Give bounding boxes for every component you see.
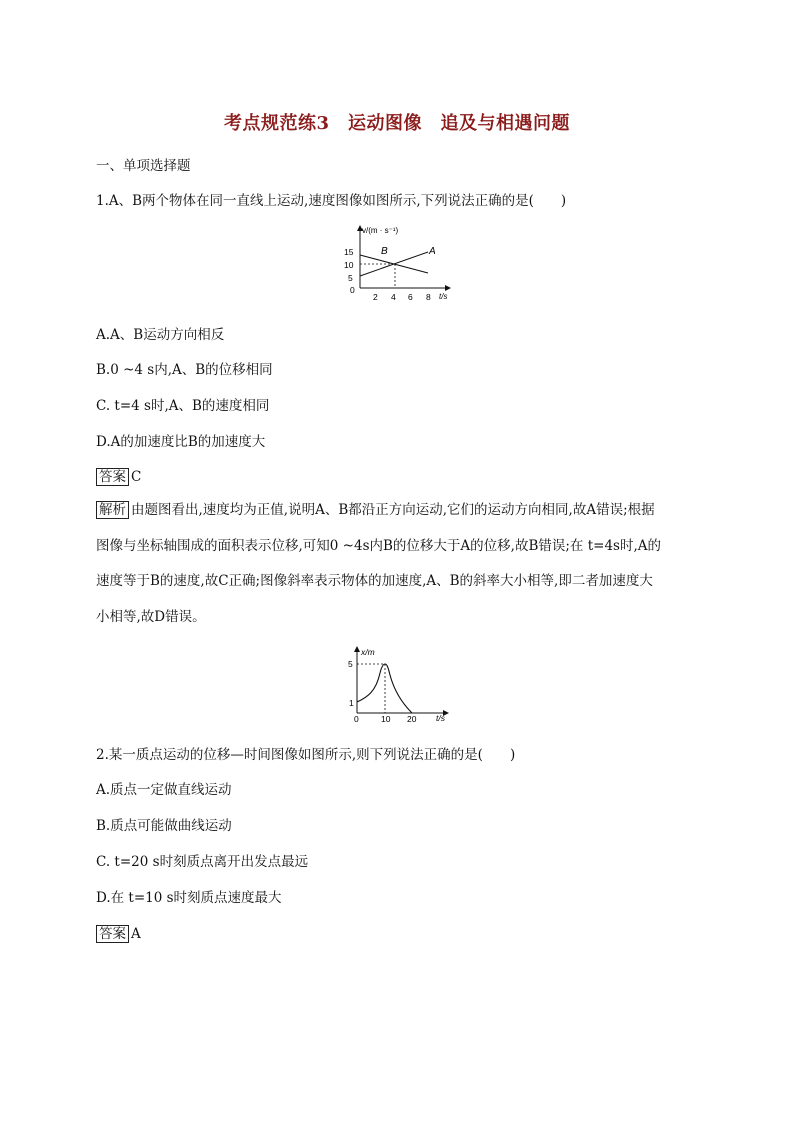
x-tick-label: 4: [391, 292, 396, 302]
x-tick-label: 2: [373, 292, 378, 302]
line-a-label: A: [429, 246, 436, 257]
question-1-option-d: D.A的加速度比B的加速度大: [96, 434, 266, 450]
x-tick-label: 20: [407, 714, 417, 724]
x-tick-label: 6: [408, 292, 413, 302]
question-2-option-c: C. t=20 s时刻质点离开出发点最远: [96, 854, 309, 870]
question-1-option-c: C. t=4 s时,A、B的速度相同: [96, 398, 270, 414]
x-tick-label: 8: [426, 292, 431, 302]
x-axis-label: t/s: [439, 292, 448, 301]
y-tick-label: 5: [348, 273, 353, 283]
y-tick-label: 15: [344, 247, 354, 257]
answer-value: C: [131, 469, 142, 485]
question-2-stem: 2.某一质点运动的位移—时间图像如图所示,则下列说法正确的是( ): [96, 747, 516, 763]
analysis-label-box: 解析: [96, 501, 129, 519]
y-tick-label: 5: [348, 659, 353, 669]
question-1-answer: [96, 465, 141, 485]
x-tick-label: 10: [381, 714, 391, 724]
x-tick-label: 0: [354, 714, 359, 724]
page-title: 考点规范练3 运动图像 追及与相遇问题: [223, 113, 571, 134]
y-tick-label: 0: [350, 285, 355, 295]
analysis-line: 小相等,故D错误。: [96, 608, 206, 625]
analysis-line: 图像与坐标轴围成的面积表示位移,可知0 ~4s内B的位移大于A的位移,故B错误;在 t=4s时,A的: [96, 537, 662, 554]
question-2-option-b: B.质点可能做曲线运动: [96, 818, 232, 834]
y-tick-label: 1: [349, 698, 354, 708]
displacement-curve: [357, 664, 412, 713]
line-b: [360, 255, 428, 273]
analysis-line: 解析 由题图看出,速度均为正值,说明A、B都沿正方向运动,它们的运动方向相同,故A错误;根据: [96, 493, 696, 529]
displacement-time-graph: [340, 645, 458, 725]
answer-value: A: [131, 926, 141, 942]
question-2-answer: [96, 922, 141, 942]
y-axis-label: v/(m · s⁻¹): [362, 226, 399, 235]
question-2-option-a: A.质点一定做直线运动: [96, 782, 232, 798]
question-1-analysis: [96, 493, 696, 635]
y-tick-label: 10: [344, 260, 354, 270]
question-1-stem: 1.A、B两个物体在同一直线上运动,速度图像如图所示,下列说法正确的是( ): [96, 193, 567, 209]
velocity-time-graph: [340, 222, 460, 304]
line-b-label: B: [381, 246, 388, 257]
question-1-option-a: A.A、B运动方向相反: [96, 327, 225, 343]
question-2-option-d: D.在 t=10 s时刻质点速度最大: [96, 890, 282, 906]
section-heading: 一、单项选择题: [96, 158, 191, 174]
y-axis-label: x/m: [361, 647, 375, 657]
answer-label-box: 答案: [96, 925, 129, 943]
question-1-option-b: B.0 ~4 s内,A、B的位移相同: [96, 362, 273, 378]
x-axis-label: t/s: [436, 713, 445, 723]
analysis-line: 速度等于B的速度,故C正确;图像斜率表示物体的加速度,A、B的斜率大小相等,即二者加速度大: [96, 573, 653, 589]
answer-label-box: 答案: [96, 468, 129, 486]
